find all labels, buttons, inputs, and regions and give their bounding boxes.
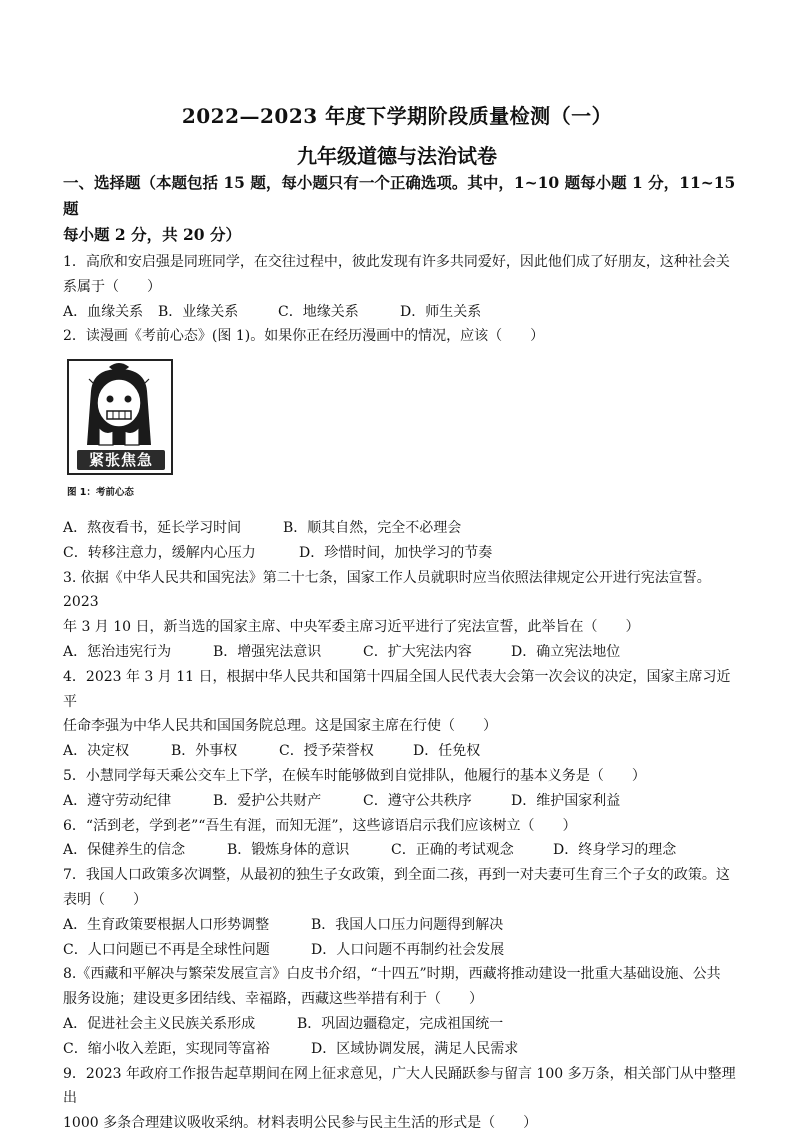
option-b[interactable]: B．巩固边疆稳定，完成祖国统一 xyxy=(297,1015,504,1032)
option-a[interactable]: A．促进社会主义民族关系形成 xyxy=(63,1015,256,1032)
option-row xyxy=(63,640,739,665)
question-text: 8.《西藏和平解决与繁荣发展宣言》白皮书介绍，“十四五”时期，西藏将推动建设一批重大基础设施、公共 xyxy=(63,966,721,983)
exam-title: 2022—2023 年度下学期阶段质量检测（一） xyxy=(181,104,613,128)
question-text: 表明（ ） xyxy=(63,891,147,908)
option-a[interactable]: A．决定权 xyxy=(63,743,130,760)
option-d[interactable]: D．珍惜时间，加快学习的节奏 xyxy=(299,544,493,561)
option-row xyxy=(63,913,739,938)
section-heading-line: 每小题 2 分，共 20 分） xyxy=(63,225,241,244)
cartoon-stamp: 紧张焦急 xyxy=(77,450,165,470)
option-a[interactable]: A．保健养生的信念 xyxy=(63,842,186,859)
option-b[interactable]: B．顺其自然，完全不必理会 xyxy=(283,519,462,536)
option-row xyxy=(63,1012,739,1037)
cartoon-figure xyxy=(67,359,175,506)
option-a[interactable]: A．生育政策要根据人口形势调整 xyxy=(63,916,270,933)
option-row xyxy=(63,300,739,325)
option-b[interactable]: B．我国人口压力问题得到解决 xyxy=(311,916,504,933)
figure-caption: 图 1：考前心态 xyxy=(67,487,134,499)
option-c[interactable]: C．地缘关系 xyxy=(278,303,359,320)
option-row xyxy=(63,516,739,541)
option-c[interactable]: C．转移注意力，缓解内心压力 xyxy=(63,544,256,561)
question-text: 9．2023 年政府工作报告起草期间在网上征求意见，广大人民踊跃参与留言 100 多万条，相关部门从中整理出 xyxy=(63,1065,736,1107)
question-text: 4．2023 年 3 月 11 日，根据中华人民共和国第十四届全国人民代表大会第一次会议的决定，国家主席习近平 xyxy=(63,668,731,710)
option-row xyxy=(63,739,739,764)
question-text: 6．“活到老，学到老”“吾生有涯，而知无涯”，这些谚语启示我们应该树立（ ） xyxy=(63,817,577,834)
question-1 xyxy=(63,250,739,324)
option-c[interactable]: C．授予荣誉权 xyxy=(279,743,374,760)
section-heading xyxy=(63,170,739,248)
question-9 xyxy=(63,1062,739,1136)
option-c[interactable]: C．人口问题已不再是全球性问题 xyxy=(63,941,270,958)
option-c[interactable]: C．正确的考试观念 xyxy=(391,842,514,859)
option-a[interactable]: A．血缘关系 xyxy=(63,303,144,320)
question-4 xyxy=(63,665,739,764)
option-b[interactable]: B．增强宪法意识 xyxy=(213,643,322,660)
question-2 xyxy=(63,324,739,565)
option-b[interactable]: B．爱护公共财产 xyxy=(213,792,322,809)
option-c[interactable]: C．遵守公共秩序 xyxy=(363,792,472,809)
cartoon-frame xyxy=(67,359,173,475)
exam-content xyxy=(63,170,739,1136)
option-b[interactable]: B．业缘关系 xyxy=(158,303,239,320)
question-text: 7．我国人口政策多次调整，从最初的独生子女政策，到全面二孩，再到一对夫妻可生育三个子女的政策。这 xyxy=(63,867,730,884)
question-text: 1000 多条合理建议吸收采纳。材料表明公民参与民主生活的形式是（ ） xyxy=(63,1115,538,1132)
question-text: 2．读漫画《考前心态》(图 1)。如果你正在经历漫画中的情况，应该（ ） xyxy=(63,328,545,345)
question-text: 任命李强为中华人民共和国国务院总理。这是国家主席在行使（ ） xyxy=(63,718,497,735)
question-text: 1．高欣和安启强是同班同学，在交往过程中，彼此发现有许多共同爱好，因此他们成了好朋友，这种社会关 xyxy=(63,254,730,270)
option-d[interactable]: D．人口问题不再制约社会发展 xyxy=(311,941,505,958)
question-text: 系属于（ ） xyxy=(63,278,161,295)
option-c[interactable]: C．扩大宪法内容 xyxy=(363,643,472,660)
option-row xyxy=(63,541,739,566)
option-row xyxy=(63,1037,739,1062)
question-5 xyxy=(63,764,739,814)
option-a[interactable]: A．惩治违宪行为 xyxy=(63,643,172,660)
question-text: 服务设施；建设更多团结线、幸福路，西藏这些举措有利于（ ） xyxy=(63,991,483,1008)
question-text: 年 3 月 10 日，新当选的国家主席、中央军委主席习近平进行了宪法宣誓，此举旨在（ ） xyxy=(63,619,640,636)
anxious-student-illustration xyxy=(69,361,171,449)
question-7 xyxy=(63,863,739,962)
option-a[interactable]: A．熬夜看书，延长学习时间 xyxy=(63,519,242,536)
option-b[interactable]: B．外事权 xyxy=(171,743,238,760)
question-8 xyxy=(63,962,739,1061)
question-text: 5．小慧同学每天乘公交车上下学，在候车时能够做到自觉排队，他履行的基本义务是（ ） xyxy=(63,767,646,784)
option-d[interactable]: D．确立宪法地位 xyxy=(511,643,621,660)
question-6 xyxy=(63,814,739,864)
option-row xyxy=(63,838,739,863)
option-d[interactable]: D．维护国家利益 xyxy=(511,792,621,809)
option-row xyxy=(63,789,739,814)
option-c[interactable]: C．缩小收入差距，实现同等富裕 xyxy=(63,1040,270,1057)
section-heading-line: 一、选择题（本题包括 15 题，每小题只有一个正确选项。其中，1~10 题每小题 1 分，11~15 题 xyxy=(63,173,736,218)
option-a[interactable]: A．遵守劳动纪律 xyxy=(63,792,172,809)
option-row xyxy=(63,938,739,963)
option-d[interactable]: D．任免权 xyxy=(413,743,481,760)
option-d[interactable]: D．区域协调发展，满足人民需求 xyxy=(311,1040,519,1057)
option-d[interactable]: D．师生关系 xyxy=(400,303,482,320)
question-text: 3. 依据《中华人民共和国宪法》第二十七条，国家工作人员就职时应当依照法律规定公开进行宪法宣誓。2023 xyxy=(63,569,711,611)
option-b[interactable]: B．锻炼身体的意识 xyxy=(227,842,350,859)
option-d[interactable]: D．终身学习的理念 xyxy=(553,842,677,859)
exam-subtitle: 九年级道德与法治试卷 xyxy=(297,144,497,168)
question-3 xyxy=(63,566,739,665)
